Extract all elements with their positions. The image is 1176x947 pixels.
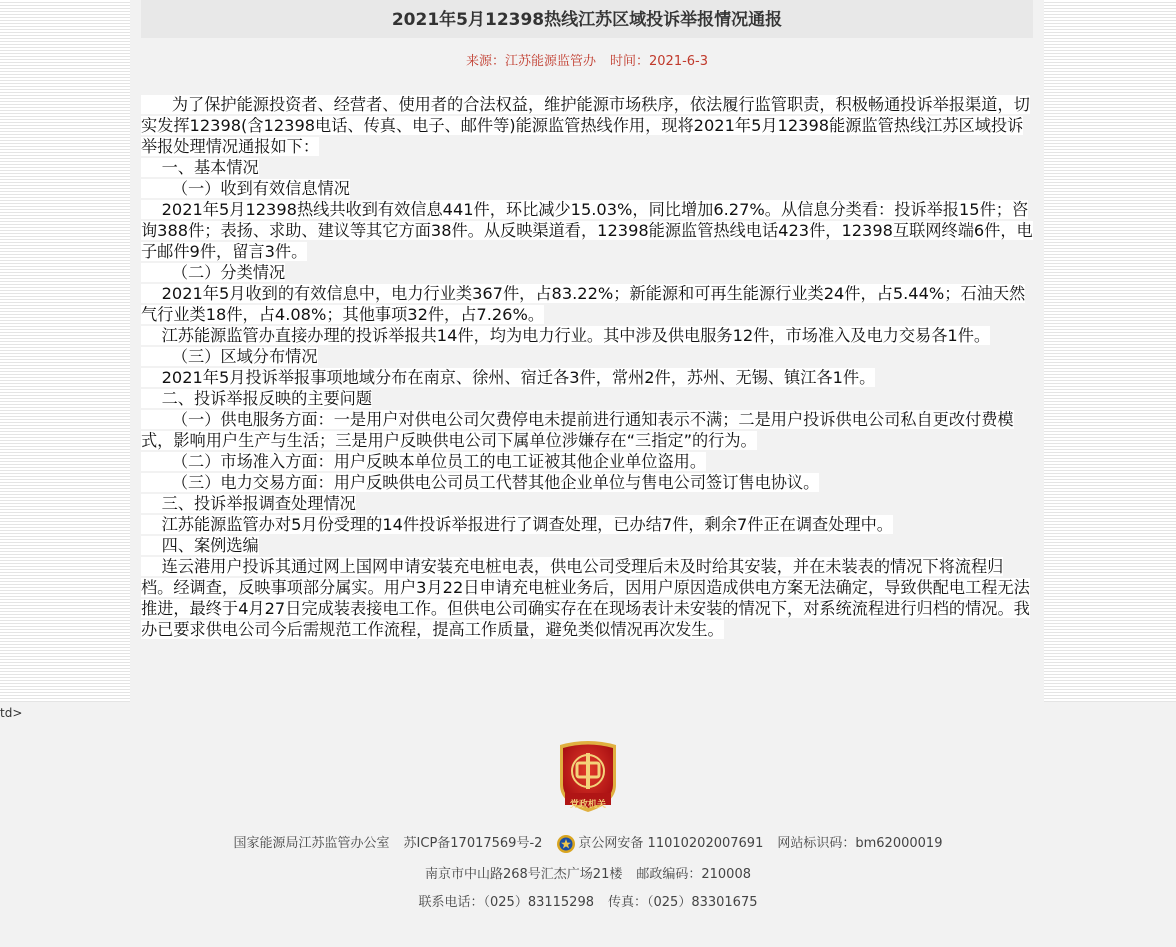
article-paragraph: 江苏能源监管办对5月份受理的14件投诉举报进行了调查处理，已办结7件，剩余7件正在调查处理中。: [141, 515, 893, 534]
time-label: 时间：: [610, 54, 650, 69]
footer-contact: [0, 891, 1176, 910]
article-paragraph: 江苏能源监管办直接办理的投诉举报共14件，均为电力行业。其中涉及供电服务12件，市场准入及电力交易各1件。: [141, 326, 991, 345]
article-panel: [130, 0, 1044, 702]
section-heading: 三、投诉举报调查处理情况: [141, 494, 356, 513]
source-label: 来源：: [465, 54, 505, 69]
footer-org: 国家能源局江苏监管办公室: [233, 836, 390, 851]
footer-police-record-link[interactable]: 京公网安备 11010202007691: [578, 836, 764, 851]
article-body: [141, 94, 1033, 640]
article-paragraph: （二）市场准入方面：用户反映本单位员工的电工证被其他企业单位盗用。: [141, 452, 707, 471]
site-id-value: bm62000019: [855, 836, 943, 851]
fax-value: （025）83301675: [647, 895, 758, 910]
footer-address: [0, 863, 1176, 882]
police-badge-icon: [556, 834, 576, 854]
article-paragraph: 为了保护能源投资者、经营者、使用者的合法权益，维护能源市场秩序，依法履行监管职责，积极畅通投诉举报渠道，切实发挥12398(含12398电话、传真、电子、邮件等)能源监管热线作用，现将2021年5月12398能源监管热线江苏区域投诉举报处理情况通报如下：: [141, 95, 1030, 156]
footer-registration: [0, 832, 1176, 854]
site-id-label: 网站标识码：: [777, 836, 856, 851]
subsection-heading: （三）区域分布情况: [141, 347, 318, 366]
article-paragraph: 2021年5月12398热线共收到有效信息441件，环比减少15.03%，同比增加6.27%。从信息分类看：投诉举报15件；咨询388件；表扬、求助、建议等其它方面38件。从反映渠道看，12398能源监管热线电话423件，12398互联网终端6件，电子邮件9件，留言3件。: [141, 200, 1033, 261]
time-value: 2021-6-3: [649, 54, 709, 69]
article-paragraph: 2021年5月投诉举报事项地域分布在南京、徐州、宿迁各3件，常州2件，苏州、无锡、镇江各1件。: [141, 368, 876, 387]
article-paragraph: 2021年5月收到的有效信息中，电力行业类367件，占83.22%；新能源和可再生能源行业类24件，占5.44%；石油天然气行业类18件，占4.08%；其他事项32件，占7.26%。: [141, 284, 1026, 324]
article-paragraph: （一）供电服务方面：一是用户对供电公司欠费停电未提前进行通知表示不满；二是用户投诉供电公司私自更改付费模式，影响用户生产与生活；三是用户反映供电公司下属单位涉嫌存在“三指定”的行为。: [141, 410, 1014, 450]
address-text: 南京市中山路268号汇杰广场21楼: [424, 867, 623, 882]
subsection-heading: （二）分类情况: [141, 263, 286, 282]
postcode-value: 210008: [701, 867, 751, 882]
section-heading: 二、投诉举报反映的主要问题: [141, 389, 373, 408]
section-heading: 一、基本情况: [141, 158, 259, 177]
stray-markup-text: td>: [0, 706, 23, 720]
article-title: 2021年5月12398热线江苏区域投诉举报情况通报: [391, 10, 783, 30]
footer-icp-link[interactable]: 苏ICP备17017569号-2: [403, 836, 543, 851]
phone-value: （025）83115298: [483, 895, 594, 910]
emblem-label: 党政机关: [569, 800, 606, 810]
subsection-heading: （一）收到有效信息情况: [141, 179, 350, 198]
fax-label: 传真：: [608, 895, 648, 910]
section-heading: 四、案例选编: [141, 536, 259, 555]
article-paragraph: （三）电力交易方面：用户反映供电公司员工代替其他企业单位与售电公司签订售电协议。: [141, 473, 820, 492]
title-bar: [141, 0, 1033, 38]
source-value: 江苏能源监管办: [504, 54, 596, 69]
postcode-label: 邮政编码：: [636, 867, 702, 882]
article-meta: [130, 50, 1044, 69]
article-paragraph: 连云港用户投诉其通过网上国网申请安装充电桩电表，供电公司受理后未及时给其安装，并在未装表的情况下将流程归档。经调查，反映事项部分属实。用户3月22日申请充电桩业务后，因用户原因造成供电方案无法确定，导致供配电工程无法推进，最终于4月27日完成装表接电工作。但供电公司确实存在在现场表计未安装的情况下，对系统流程进行归档的情况。我办已要求供电公司今后需规范工作流程，提高工作质量，避免类似情况再次发生。: [141, 557, 1030, 639]
phone-label: 联系电话：: [418, 895, 484, 910]
